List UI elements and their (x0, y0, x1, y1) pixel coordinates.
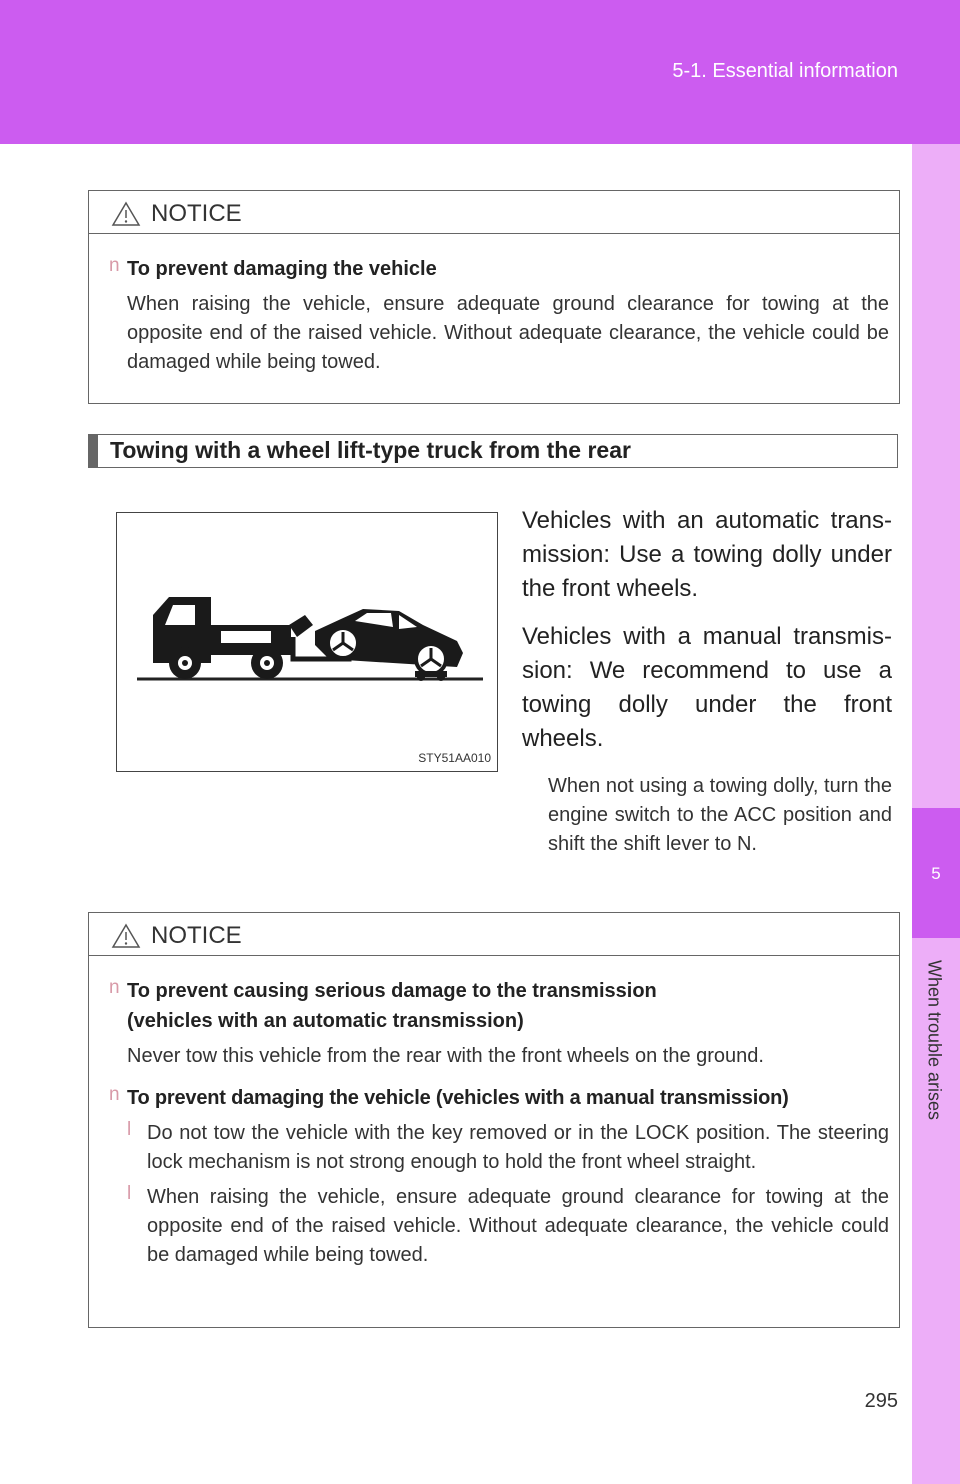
body-paragraph-1 (522, 504, 892, 606)
page-number: 295 (864, 1390, 898, 1412)
warning-icon (111, 923, 141, 949)
notice-subitem (127, 1119, 889, 1177)
notice-title: NOTICE (151, 922, 242, 949)
side-tab-label: When trouble arises (924, 959, 945, 1121)
section-heading-text: Towing with a wheel lift-type truck from the rear (110, 437, 631, 463)
section-title: 5-1. Essential information (672, 60, 898, 82)
figure-code: STY51AA010 (418, 751, 491, 765)
notice-item (99, 1083, 889, 1270)
notice-box-1 (88, 190, 900, 404)
notice-header (89, 913, 899, 956)
notice-box-2 (88, 912, 900, 1328)
body-paragraph-3 (548, 772, 892, 859)
bullet-dot-icon: l (127, 1119, 132, 1140)
warning-icon (111, 201, 141, 227)
side-tab-number: 5 (931, 864, 941, 883)
bullet-dot-icon: l (127, 1183, 132, 1204)
paragraph-no-dolly: When not using a towing dolly, turn the engine switch to the ACC position and shift the shift lever to N. (548, 775, 892, 855)
notice-item-heading: To prevent damaging the vehicle (127, 258, 437, 280)
notice-item (99, 254, 889, 377)
bullet-square-icon: n (109, 1084, 120, 1105)
notice-item-text: When raising the vehicle, ensure adequate ground clearance for towing at the opposite end of the raised vehicle. Without adequate clearance, the vehicle could be damaged while being towed. (127, 293, 889, 373)
notice-title: NOTICE (151, 200, 242, 227)
paragraph-manual: Vehicles with a manual transmis-sion: We recommend to use a towing dolly under the front wheels. (522, 623, 892, 752)
page-header (0, 0, 960, 144)
notice-item (99, 976, 889, 1071)
bullet-square-icon: n (109, 977, 120, 998)
notice-subitem-text: When raising the vehicle, ensure adequate ground clearance for towing at the opposite end of the raised vehicle. Without adequate clearance, the vehicle could be damaged while being towed. (147, 1186, 889, 1266)
section-heading (88, 434, 898, 468)
notice-item-heading: (vehicles with an automatic transmission) (127, 1010, 524, 1032)
notice-subitem-text: Do not tow the vehicle with the key removed or in the LOCK position. The steering lock mechanism is not strong enough to hold the front wheel straight. (147, 1122, 889, 1173)
paragraph-automatic: Vehicles with an automatic trans-mission: Use a towing dolly under the front wheels. (522, 507, 892, 602)
tow-figure (116, 512, 498, 772)
bullet-square-icon: n (109, 255, 120, 276)
notice-item-heading: To prevent damaging the vehicle (vehicles with a manual transmission) (127, 1087, 789, 1109)
notice-header (89, 191, 899, 234)
tow-truck-icon (117, 513, 497, 771)
notice-subitem (127, 1183, 889, 1270)
body-paragraph-2 (522, 620, 892, 756)
notice-item-text: Never tow this vehicle from the rear with the front wheels on the ground. (127, 1045, 764, 1067)
notice-item-heading: To prevent causing serious damage to the transmission (127, 980, 657, 1002)
